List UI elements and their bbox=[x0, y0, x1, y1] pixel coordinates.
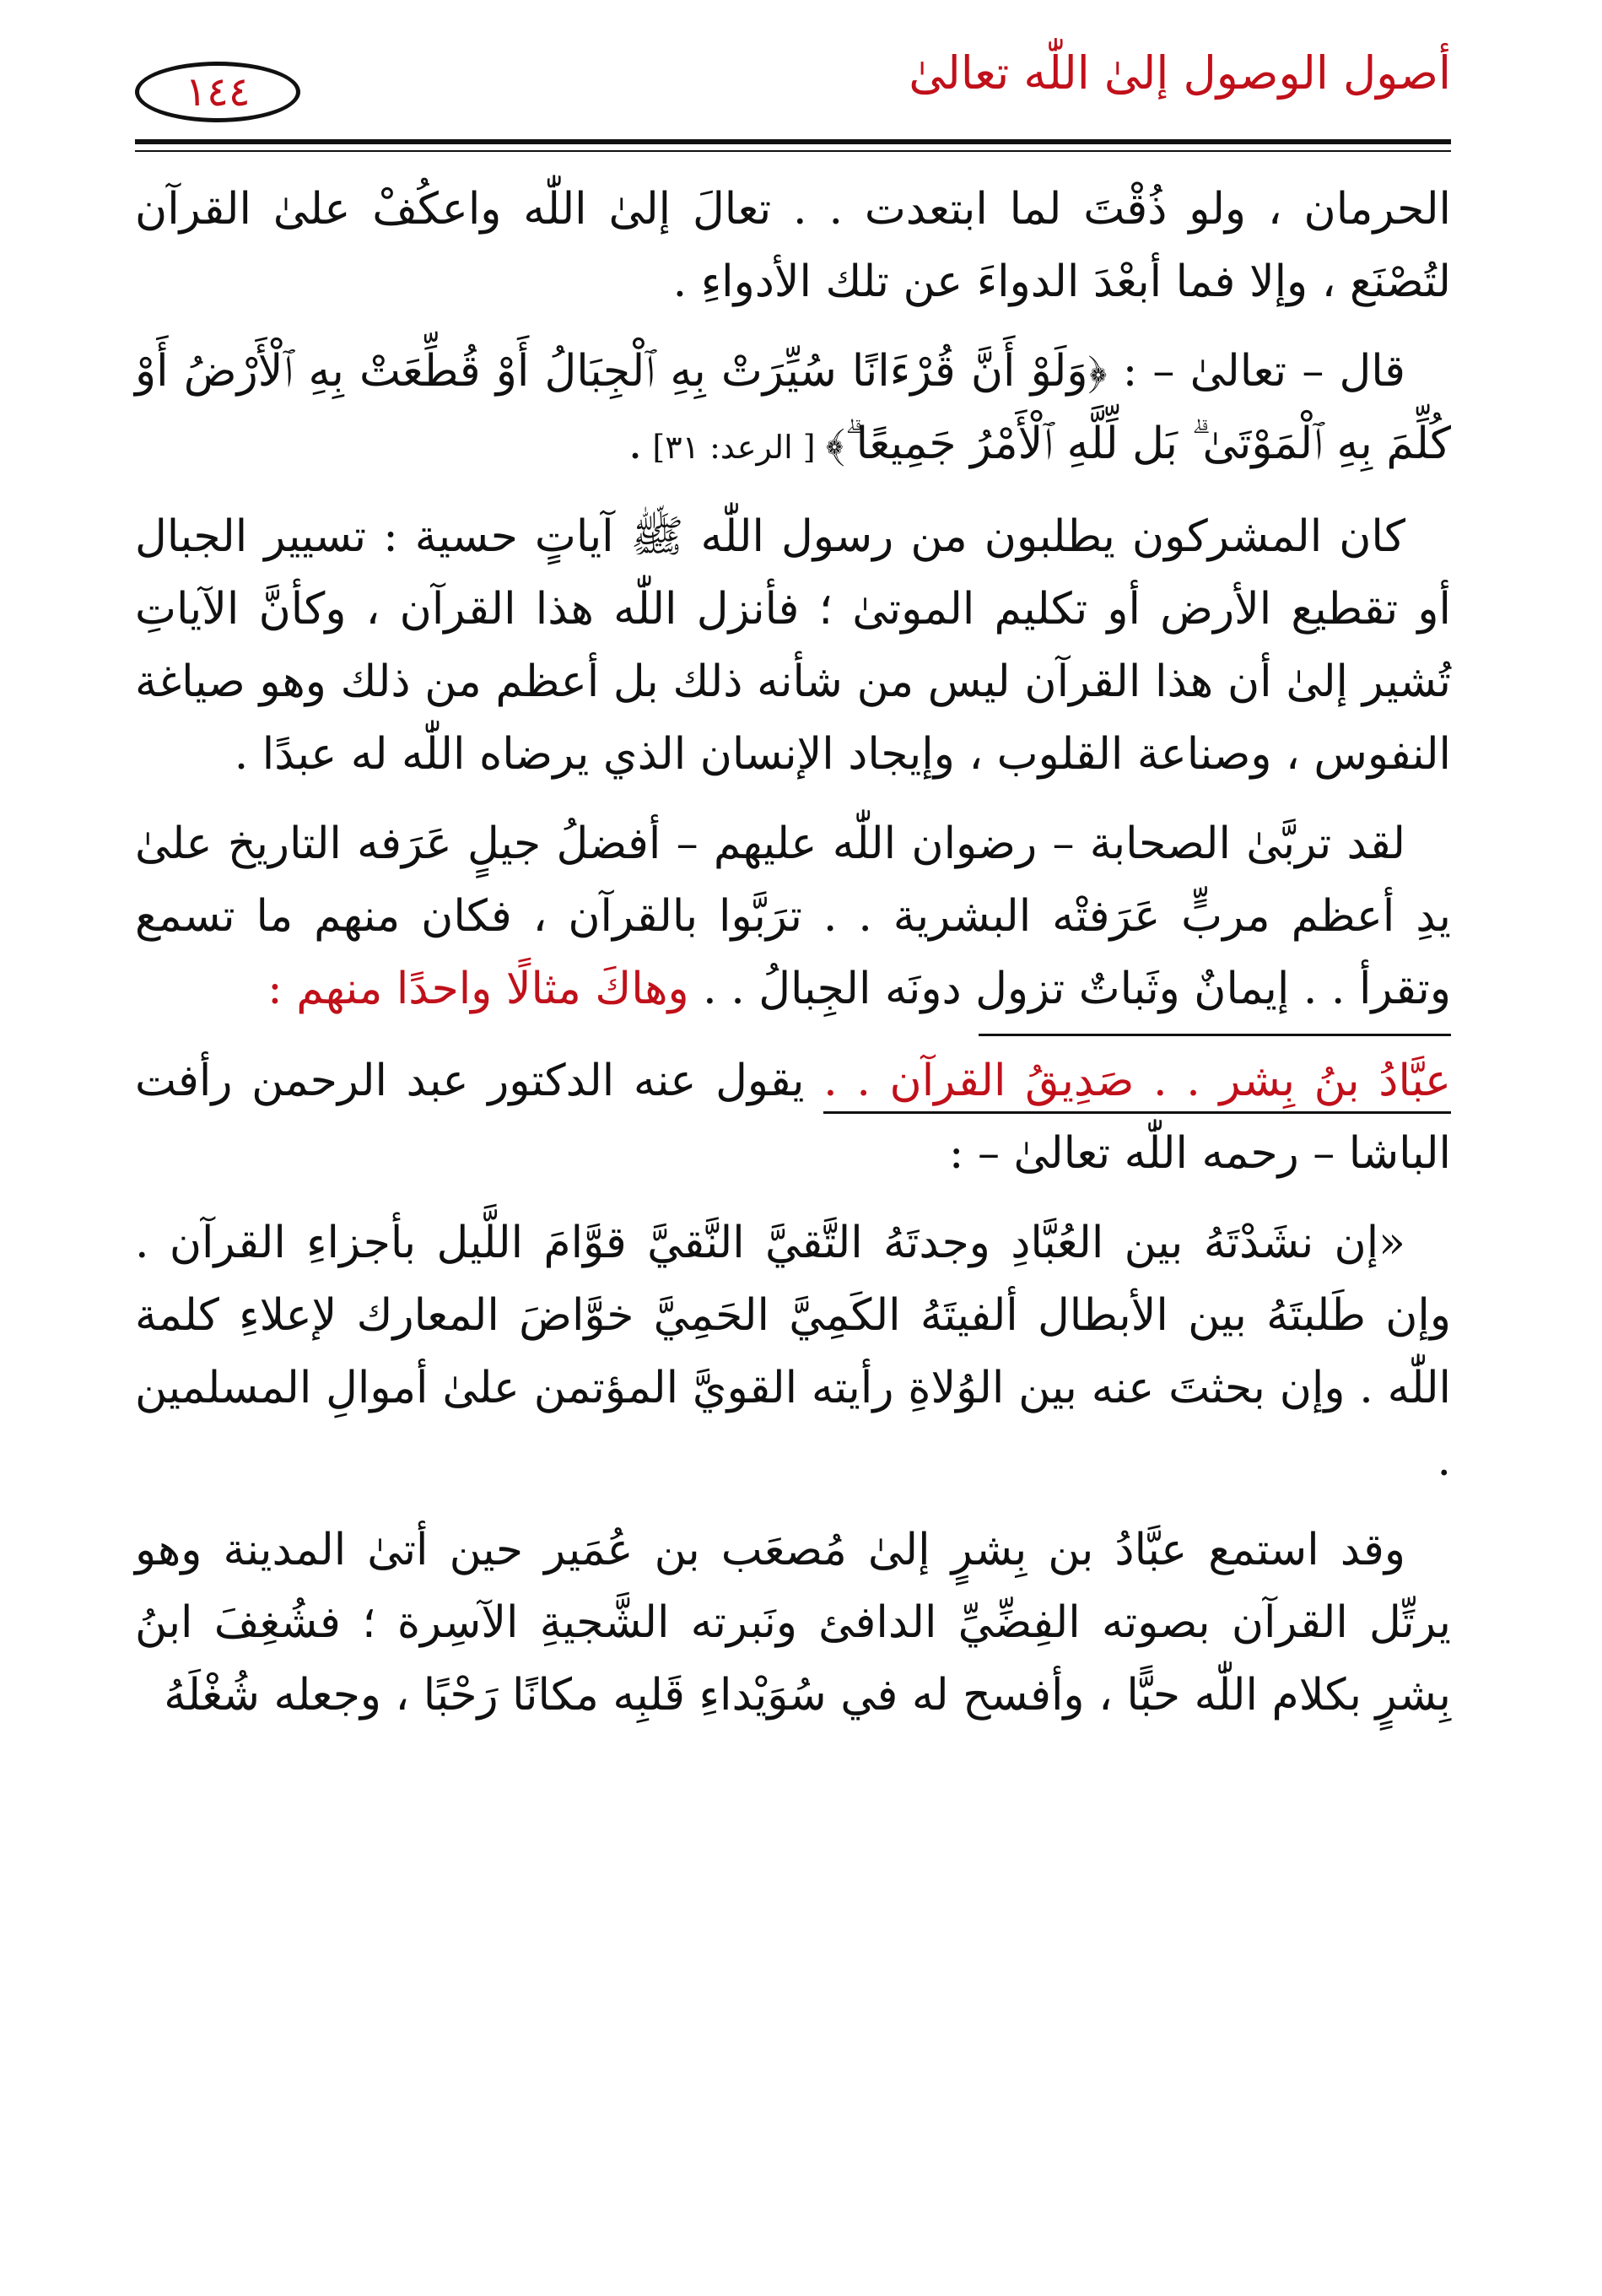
verse-reference: [ الرعد: ٣١] bbox=[642, 429, 826, 466]
header-rule-thick bbox=[135, 139, 1451, 144]
running-title: أصول الوصول إلىٰ اللّٰه تعالىٰ bbox=[909, 46, 1451, 100]
page-number-badge: ١٤٤ bbox=[135, 62, 300, 122]
paragraph-1: الحرمان ، ولو ذُقْتَ لما ابتعدت . . تعالَ إلىٰ اللّٰه واعكُفْ علىٰ القرآن لتُصْنَع ، وإلا فما أبعْدَ الدواءَ عن تلك الأدواءِ . bbox=[135, 184, 1451, 307]
page-header bbox=[135, 46, 1451, 139]
verse-intro: قال – تعالىٰ – : bbox=[1107, 346, 1405, 397]
verse-end: . bbox=[628, 419, 643, 469]
section-heading: عبَّادُ بنُ بِشر . . صَدِيقُ القرآن . . bbox=[823, 1056, 1451, 1114]
example-intro: وهاكَ مثالًا واحدًا منهم : bbox=[267, 964, 689, 1014]
section-divider bbox=[979, 1034, 1451, 1036]
paragraph-2 bbox=[135, 335, 1451, 484]
paragraph-4 bbox=[135, 808, 1451, 1025]
paragraph-3: كان المشركون يطلبون من رسول اللّٰه ﷺ آياتٍ حسية : تسيير الجبال أو تقطيع الأرض أو تكليم الموتىٰ ؛ فأنزل اللّٰه هذا القرآن ، وكأنَّ الآياتِ تُشير إلىٰ أن هذا القرآن ليس من شأنه ذلك بل أعظم من ذلك وهو صياغة النفوس ، وصناعة القلوب ، وإيجاد الإنسان الذي يرضاه اللّٰه له عبدًا . bbox=[135, 511, 1451, 780]
paragraph-7: وقد استمع عبَّادُ بن بِشرٍ إلىٰ مُصعَب بن عُمَير حين أتىٰ المدينة وهو يرتِّل القرآن بصوته الفِضِّيِّ الدافئ ونَبرته الشَّجيةِ الآسِرة ؛ فشُغِفَ ابنُ بِشرٍ بكلام اللّٰه حبًّا ، وأفسح له في سُوَيْداءِ قَلبِه مكانًا رَحْبًا ، وجعله شُغْلَهُ bbox=[135, 1525, 1451, 1721]
body-text bbox=[135, 173, 1451, 1748]
quran-verse: ﴿وَلَوْ أَنَّ قُرْءَانًا سُيِّرَتْ بِهِ ٱلْجِبَالُ أَوْ قُطِّعَتْ بِهِ ٱلْأَرْضُ أَوْ كُلِّمَ بِهِ ٱلْمَوْتَىٰ ۗ بَل لِّلَّهِ ٱلْأَمْرُ جَمِيعًا ۗ﴾ bbox=[135, 346, 1451, 469]
paragraph-5-main: يقول عنه الدكتور عبد الرحمن رأفت الباشا – رحمه اللّٰه تعالىٰ – : bbox=[135, 1056, 1451, 1179]
paragraph-5 bbox=[135, 1045, 1451, 1190]
paragraph-4-main: لقد تربَّىٰ الصحابة – رضوان اللّٰه عليهم – أفضلُ جيلٍ عَرَفه التاريخ علىٰ يدِ أعظم مربٍّ عَرَفتْه البشرية . . ترَبَّوا بالقرآن ، فكان منهم ما تسمع وتقرأ . . إيمانٌ وثَباتٌ تزول دونَه الجِبالُ . . bbox=[135, 818, 1451, 1014]
paragraph-6-quote: «إن نشَدْتَهُ بين العُبَّادِ وجدتَهُ التَّقيَّ النَّقيَّ قوَّامَ اللَّيل بأجزاءِ القرآن . وإن طَلبتَهُ بين الأبطال ألفيتَهُ الكَمِيَّ الحَمِيَّ خوَّاضَ المعارك لإعلاءِ كلمة اللّٰه . وإن بحثتَ عنه بين الوُلاةِ رأيته القويَّ المؤتمن علىٰ أموالِ المسلمين . bbox=[135, 1218, 1451, 1486]
header-rule-thin bbox=[135, 150, 1451, 152]
